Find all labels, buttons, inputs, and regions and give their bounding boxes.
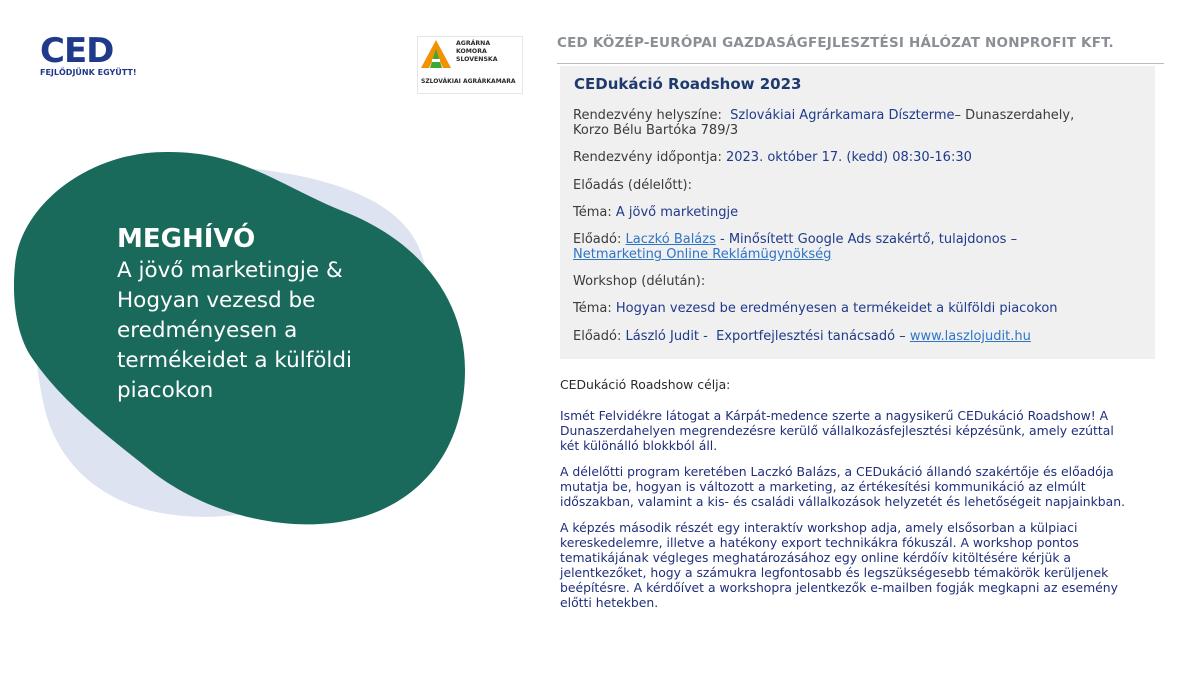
invitation-line: Hogyan vezesd be: [117, 288, 316, 313]
date-row: [573, 150, 1138, 165]
invitation-line: piacokon: [117, 378, 214, 403]
goal-heading: CEDukáció Roadshow célja:: [560, 377, 731, 392]
topic2-value: Hogyan vezesd be eredményesen a termékeidet a külföldi piacokon: [615, 301, 1058, 316]
paragraph: A délelőtti program keretében Laczkó Balázs, a CEDukáció állandó szakértője és előadója mutatja be, hogyan is változott a marketing, az értékesítési kommunikáció az elmúlt időszakban, valamint a kis- és családi vállalkozások helyzetét és lehetőségeit napjainkban.: [560, 464, 1126, 509]
event-title: CEDukáció Roadshow 2023: [574, 75, 802, 93]
speaker2-website-link[interactable]: www.laszlojudit.hu: [909, 329, 1031, 344]
speaker1-row: [573, 232, 1138, 262]
speaker1-company-link[interactable]: Netmarketing Online Reklámügynökség: [573, 247, 832, 262]
venue-address: Korzo Bélu Bartóka 789/3: [573, 123, 739, 138]
invitation-body: [117, 256, 447, 406]
speaker1-link[interactable]: Laczkó Balázs: [625, 232, 716, 247]
invitation-line: eredményesen a: [117, 318, 298, 343]
agrarna-logo: [417, 36, 523, 94]
venue-row: [573, 108, 1138, 138]
topic1-label: Téma:: [573, 205, 612, 220]
ced-logo: [40, 31, 140, 84]
afternoon-label: Workshop (délután):: [573, 274, 706, 289]
speaker2-label: Előadó:: [573, 329, 622, 344]
agrarna-line: SLOVENSKA: [456, 56, 498, 63]
date-label: Rendezvény időpontja:: [573, 150, 722, 165]
roadshow-description: [560, 377, 1130, 621]
invitation-title: MEGHÍVÓ: [117, 224, 256, 254]
agrarna-mark-icon: [421, 40, 451, 68]
organization-header: CED KÖZÉP-EURÓPAI GAZDASÁGFEJLESZTÉSI HÁLÓZAT NONPROFIT KFT.: [557, 35, 1114, 51]
speaker2-name: László Judit -: [625, 329, 708, 344]
speaker2-row: [573, 329, 1138, 344]
event-info-box: [560, 66, 1155, 359]
speaker2-desc: Exportfejlesztési tanácsadó –: [716, 329, 906, 344]
invitation-line: A jövő marketingje &: [117, 258, 343, 283]
paragraph: Ismét Felvidékre látogat a Kárpát-medence szerte a nagysikerű CEDukáció Roadshow! A Dunaszerdahelyen megrendezésre kerülő vállalkozásfejlesztési képzésünk, amely ezúttal két különálló blokkból áll.: [560, 408, 1114, 453]
speaker1-label: Előadó:: [573, 232, 622, 247]
ced-logo-text: CED: [40, 31, 114, 71]
topic1-value: A jövő marketingje: [615, 205, 739, 220]
agrarna-line: AGRÁRNA: [456, 40, 491, 47]
venue-name: Szlovákiai Agrárkamara Díszterme: [730, 108, 955, 123]
paragraph: A képzés második részét egy interaktív workshop adja, amely elsősorban a külpiaci kereskedelemre, illetve a hatékony export technikákra fókuszál. A workshop pontos tematikájának végleges meghatározásához egy online kérdőív kitöltésére kérjük a jelentkezőket, hogy a számukra legfontosabb és legszükségesebb témakörök kerüljenek beépítésre. A kérdőívet a workshopra jelentkezők e-mailben fogják megkapni az esemény előtti hetekben.: [560, 520, 1118, 610]
topic2-label: Téma:: [573, 301, 612, 316]
invitation-text: [117, 222, 447, 406]
agrarna-name: [456, 40, 498, 64]
topic2-row: [573, 301, 1138, 316]
invitation-line: termékeidet a külföldi: [117, 348, 353, 373]
agrarna-subtitle: SZLOVÁKIAI AGRÁRKAMARA: [421, 78, 516, 85]
topic1-row: [573, 205, 1138, 220]
header-divider: [557, 63, 1164, 64]
speaker1-desc: - Minősített Google Ads szakértő, tulajdonos –: [715, 232, 1018, 247]
agrarna-line: KOMORA: [456, 48, 487, 55]
ced-tagline: FEJLŐDJÜNK EGYÜTT!: [40, 68, 137, 77]
date-value: 2023. október 17. (kedd) 08:30-16:30: [725, 150, 972, 165]
morning-label: Előadás (délelőtt):: [573, 178, 693, 193]
venue-city: – Dunaszerdahely,: [954, 108, 1075, 123]
venue-label: Rendezvény helyszíne:: [573, 108, 722, 123]
